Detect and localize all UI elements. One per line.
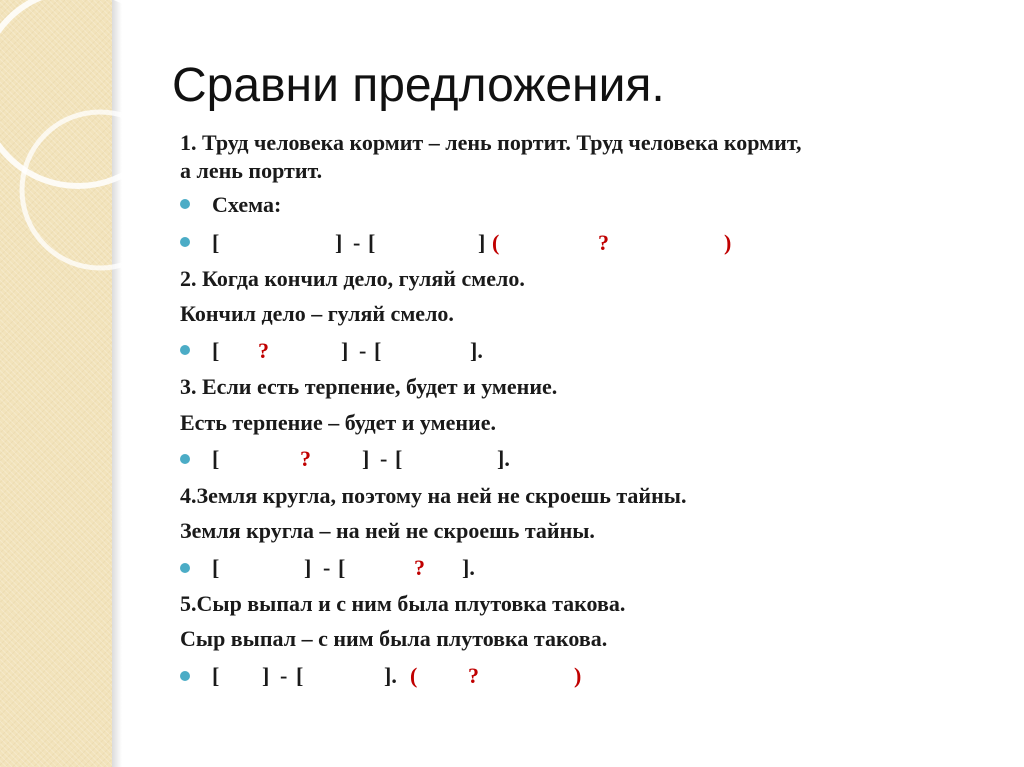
- sentence-4-nonunion: Земля кругла – на ней не скроешь тайны.: [180, 518, 595, 543]
- bullet-icon: [180, 345, 190, 355]
- scheme-bracket-open: [: [338, 555, 346, 580]
- scheme-bracket-open: [: [212, 338, 220, 363]
- scheme-bracket-open: [: [212, 446, 220, 471]
- scheme-question-mark: ?: [258, 338, 269, 363]
- sentence-2-complex: 2. Когда кончил дело, гуляй смело.: [180, 266, 525, 291]
- scheme-bracket-close: ]: [478, 230, 486, 255]
- scheme-dash: -: [323, 555, 331, 580]
- bullet-icon: [180, 563, 190, 573]
- scheme-dash: -: [280, 663, 288, 688]
- scheme-bracket-close: ].: [462, 555, 475, 580]
- scheme-bracket-close: ]: [262, 663, 270, 688]
- scheme-bracket-open: [: [374, 338, 382, 363]
- schema-label: Схема:: [212, 192, 282, 217]
- scheme-paren-open: (: [410, 663, 418, 688]
- sentence-1-continuation: а лень портит.: [180, 158, 323, 183]
- bullet-icon: [180, 199, 190, 209]
- scheme-paren-close: ): [724, 230, 732, 255]
- sentence-5-nonunion: Сыр выпал – с ним была плутовка такова.: [180, 626, 608, 651]
- bullet-icon: [180, 237, 190, 247]
- scheme-question-mark: ?: [468, 663, 479, 688]
- sentence-4-complex: 4.Земля кругла, поэтому на ней не скроешь тайны.: [180, 483, 687, 508]
- scheme-dash: -: [359, 338, 367, 363]
- scheme-dash: -: [380, 446, 388, 471]
- scheme-bracket-close: ]: [362, 446, 370, 471]
- scheme-bracket-close: ]: [335, 230, 343, 255]
- bullet-icon: [180, 454, 190, 464]
- scheme-dash: -: [353, 230, 361, 255]
- scheme-bracket-open: [: [212, 555, 220, 580]
- scheme-paren-open: (: [492, 230, 500, 255]
- scheme-question-mark: ?: [598, 230, 609, 255]
- scheme-bracket-close: ].: [497, 446, 510, 471]
- scheme-question-mark: ?: [414, 555, 425, 580]
- scheme-bracket-close: ]: [304, 555, 312, 580]
- sentence-3-nonunion: Есть терпение – будет и умение.: [180, 410, 496, 435]
- sentence-3-complex: 3. Если есть терпение, будет и умение.: [180, 374, 558, 399]
- scheme-bracket-open: [: [212, 230, 220, 255]
- scheme-bracket-close: ]: [341, 338, 349, 363]
- sentence-2-nonunion: Кончил дело – гуляй смело.: [180, 301, 454, 326]
- scheme-paren-close: ): [574, 663, 582, 688]
- scheme-bracket-open: [: [395, 446, 403, 471]
- scheme-question-mark: ?: [300, 446, 311, 471]
- scheme-bracket-open: [: [212, 663, 220, 688]
- sentence-5-complex: 5.Сыр выпал и с ним была плутовка такова.: [180, 591, 626, 616]
- scheme-bracket-open: [: [368, 230, 376, 255]
- bullet-icon: [180, 671, 190, 681]
- scheme-bracket-close: ].: [384, 663, 397, 688]
- sentence-1-complex: 1. Труд человека кормит – лень портит. Труд человека кормит,: [180, 130, 802, 155]
- slide-title: Сравни предложения.: [172, 59, 665, 112]
- scheme-bracket-open: [: [296, 663, 304, 688]
- scheme-bracket-close: ].: [470, 338, 483, 363]
